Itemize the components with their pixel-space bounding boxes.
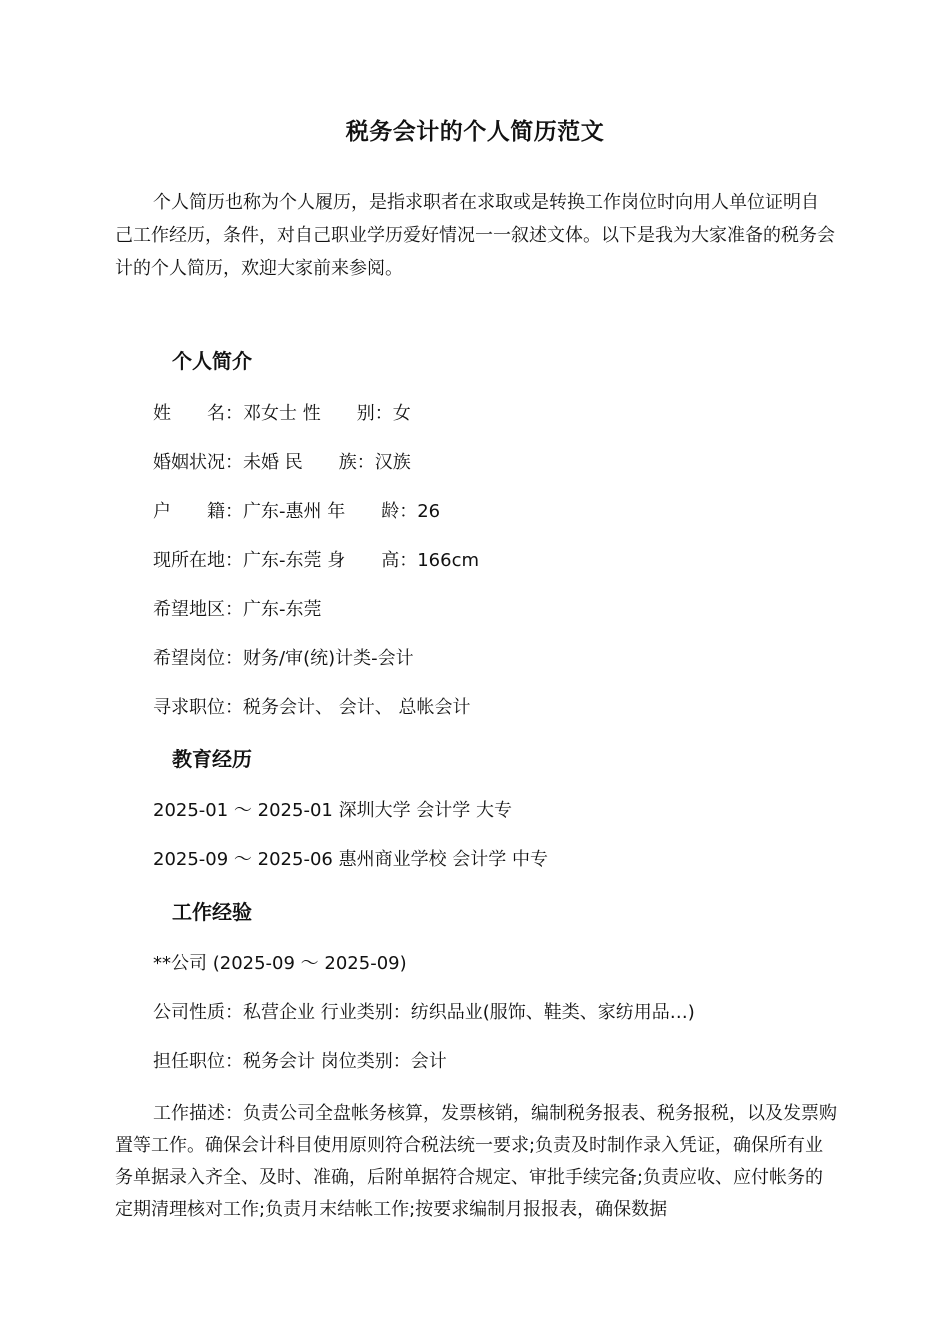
profile-line-location-height: 现所在地：广东-东莞 身 高：166cm [153, 550, 480, 571]
education-entry: 2025-09 ～ 2025-06 惠州商业学校 会计学 中专 [153, 849, 549, 870]
section-heading-education: 教育经历 [172, 747, 252, 771]
work-company-type-line: 公司性质：私营企业 行业类别：纺织品业(服饰、鞋类、家纺用品…) [153, 1002, 695, 1023]
profile-line-sought-position: 寻求职位：税务会计、 会计、 总帐会计 [153, 697, 471, 718]
profile-line-desired-post: 希望岗位：财务/审(统)计类-会计 [153, 648, 414, 669]
section-heading-work: 工作经验 [172, 900, 252, 924]
profile-line-hukou-age: 户 籍：广东-惠州 年 龄：26 [153, 501, 441, 522]
profile-line-desired-region: 希望地区：广东-东莞 [153, 599, 322, 620]
intro-paragraph: 个人简历也称为个人履历，是指求职者在求取或是转换工作岗位时向用人单位证明自己工作经历，条件，对自己职业学历爱好情况一一叙述文体。以下是我为大家准备的税务会计的个人简历，欢迎大家前来参阅。 [115, 192, 835, 279]
profile-line-marital-ethnicity: 婚姻状况：未婚 民 族：汉族 [153, 452, 411, 473]
work-description-paragraph: 工作描述：负责公司全盘帐务核算，发票核销，编制税务报表、税务报税，以及发票购置等工作。确保会计科目使用原则符合税法统一要求;负责及时制作录入凭证，确保所有业务单据录入齐全、及时、准确，后附单据符合规定、审批手续完备;负责应收、应付帐务的定期清理核对工作;负责月末结帐工作;按要求编制月报报表，确保数据 [115, 1103, 837, 1220]
work-company-line: **公司 (2025-09 ～ 2025-09) [153, 953, 407, 974]
profile-line-name-gender: 姓 名：邓女士 性 别：女 [153, 403, 411, 424]
section-heading-profile: 个人简介 [172, 349, 252, 373]
work-position-line: 担任职位：税务会计 岗位类别：会计 [153, 1051, 447, 1072]
document-title: 税务会计的个人简历范文 [345, 119, 605, 145]
education-entry: 2025-01 ～ 2025-01 深圳大学 会计学 大专 [153, 800, 513, 821]
